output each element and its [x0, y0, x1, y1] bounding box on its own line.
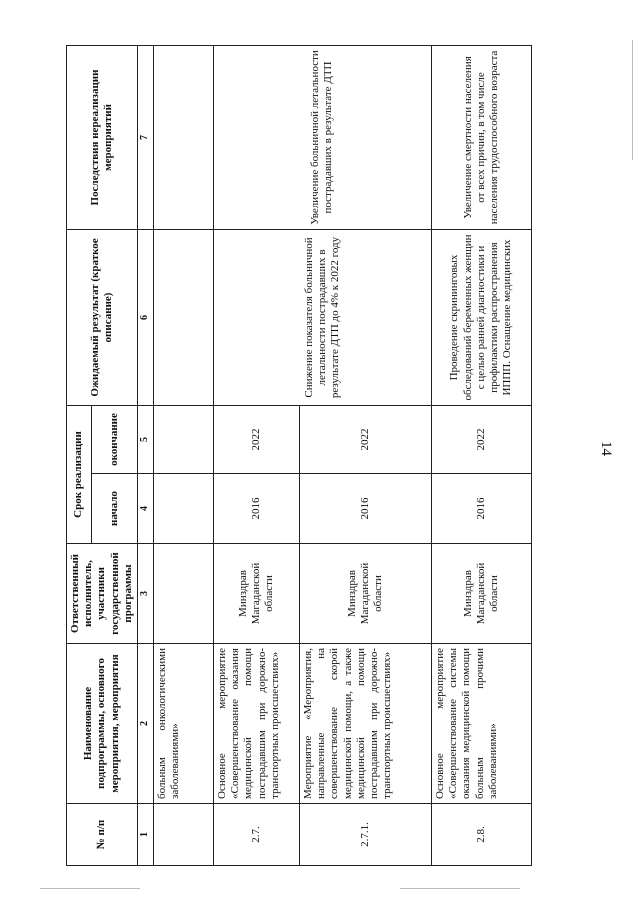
header-term: Срок реализации	[67, 405, 92, 543]
row-name: Мероприятие «Мероприятия, направленные на совершенствование скорой медицинской помощи, а также медицинской помощи пострадавшим при дорожно-транспортных происшествиях»	[299, 644, 431, 804]
header-name: Наименование подпрограммы, основного мероприятия, мероприятия	[67, 644, 138, 804]
col-number-5: 5	[137, 405, 153, 473]
row-result	[153, 229, 213, 405]
measures-table	[66, 45, 532, 866]
row-start: 2016	[213, 474, 299, 544]
row-end: 2022	[213, 405, 299, 473]
col-number-7: 7	[137, 45, 153, 229]
col-number-6: 6	[137, 229, 153, 405]
table-row	[153, 45, 213, 865]
scan-mark	[400, 888, 520, 889]
row-start	[153, 474, 213, 544]
row-name: Основное мероприятие «Совершенствование оказания медицинской помощи пострадавшим при дорожно-транспортных происшествиях»	[213, 644, 299, 804]
col-number-3: 3	[137, 544, 153, 644]
row-consequence	[153, 45, 213, 229]
row-result: Снижение показателя больничной летальности пострадавших в результате ДТП до 4% к 2022 году	[213, 229, 431, 405]
header-end: окончание	[92, 405, 138, 473]
row-end: 2022	[431, 405, 531, 473]
row-executor	[153, 544, 213, 644]
rotated-table-container	[66, 46, 528, 866]
col-number-2: 2	[137, 644, 153, 804]
scan-mark	[632, 40, 633, 160]
row-executor: Минздрав Магаданской области	[213, 544, 299, 644]
row-executor: Минздрав Магаданской области	[431, 544, 531, 644]
row-number: 2.7.	[213, 804, 299, 866]
table-row	[431, 45, 531, 865]
row-number: 2.7.1.	[299, 804, 431, 866]
row-end	[153, 405, 213, 473]
row-start: 2016	[299, 474, 431, 544]
row-consequence: Увеличение больничной летальности пострадавших в результате ДТП	[213, 45, 431, 229]
row-name: больным онкологическими заболеваниями»	[153, 644, 213, 804]
table-row	[213, 45, 299, 865]
header-result: Ожидаемый результат (краткое описание)	[67, 229, 138, 405]
header-number: № п/п	[67, 804, 138, 866]
row-start: 2016	[431, 474, 531, 544]
row-number: 2.8.	[431, 804, 531, 866]
row-number	[153, 804, 213, 866]
row-end: 2022	[299, 405, 431, 473]
row-consequence: Увеличение смертности населения от всех причин, в том числе населения трудоспособного возраста	[431, 45, 531, 229]
page-number: 14	[598, 441, 614, 456]
col-number-4: 4	[137, 474, 153, 544]
header-executor: Ответственный исполнитель, участники государственной программы	[67, 544, 138, 644]
header-consequence: Последствия нереализации мероприятий	[67, 45, 138, 229]
scan-mark	[40, 888, 140, 889]
row-name: Основное мероприятие «Совершенствование системы оказания медицинской помощи больным прочими заболеваниями»	[431, 644, 531, 804]
col-number-1: 1	[137, 804, 153, 866]
row-result: Проведение скрининговых обследований беременных женщин с целью ранней диагностики и профилактики распространения ИППП. Оснащение медицинских	[431, 229, 531, 405]
header-start: начало	[92, 474, 138, 544]
row-executor: Минздрав Магаданской области	[299, 544, 431, 644]
